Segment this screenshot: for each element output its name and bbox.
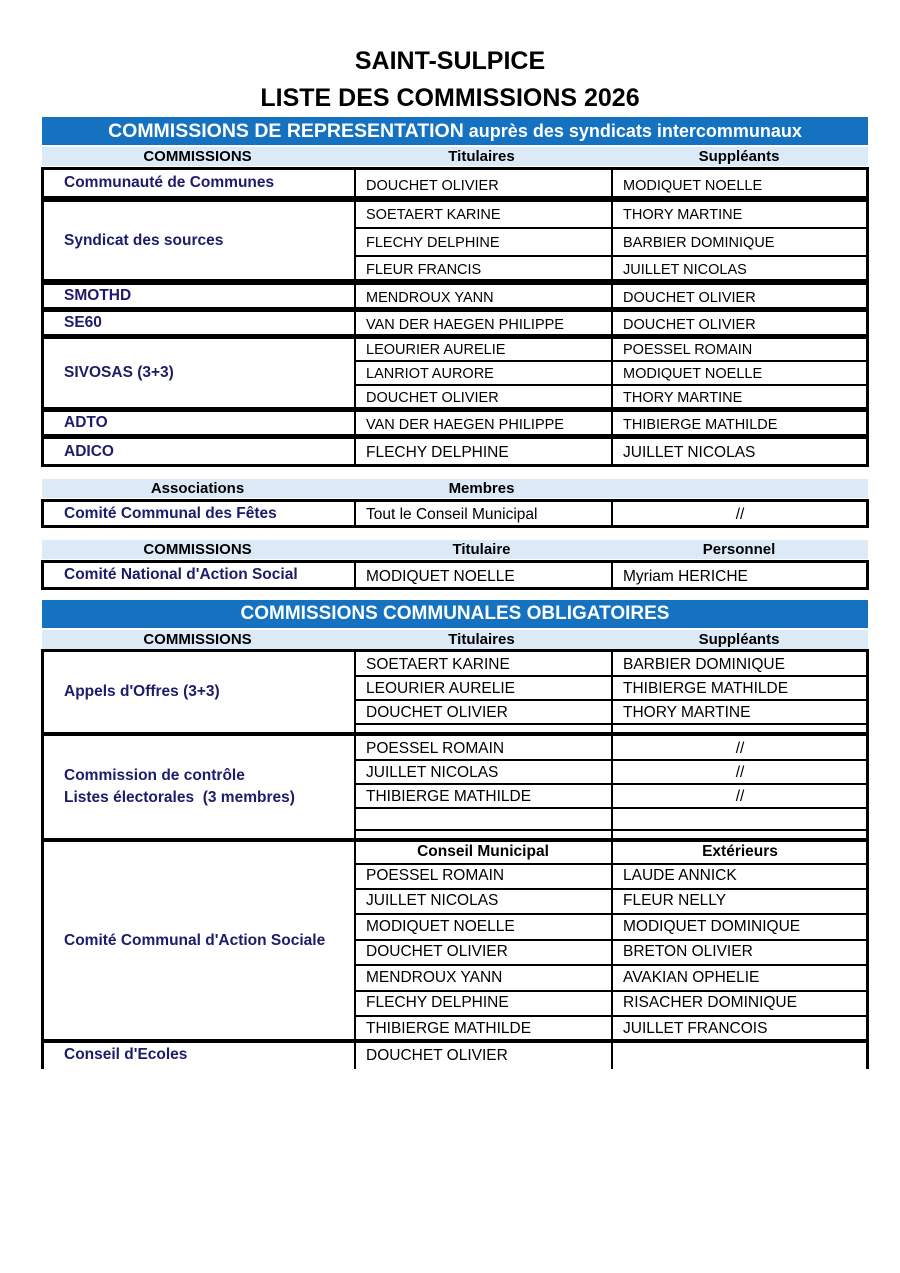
suppleant-cell: MODIQUET NOELLE	[623, 178, 763, 194]
commission-block	[41, 282, 869, 310]
titulaire-cell: MODIQUET NOELLE	[366, 568, 515, 585]
col-header-titulaires: Titulaires	[448, 148, 515, 165]
commission-block	[41, 309, 869, 337]
commission-name: Communauté de Communes	[64, 174, 275, 191]
titulaire-cell: THIBIERGE MATHILDE	[366, 788, 532, 805]
titulaire-cell: DOUCHET OLIVIER	[366, 1047, 508, 1064]
suppleant-cell: //	[735, 740, 745, 757]
commission-block	[41, 839, 869, 1042]
titulaire-cell: VAN DER HAEGEN PHILIPPE	[366, 417, 564, 433]
commission-block	[41, 409, 869, 437]
col-header-commissions: COMMISSIONS	[143, 148, 252, 165]
titulaire-cell: SOETAERT KARINE	[366, 207, 501, 223]
membres-extra-cell: //	[735, 506, 745, 523]
suppleant-cell: //	[735, 764, 745, 781]
conseil-cell: FLECHY DELPHINE	[366, 994, 509, 1011]
section-banner-obligatoires: COMMISSIONS COMMUNALES OBLIGATOIRES	[42, 600, 868, 628]
suppleant-cell: THORY MARTINE	[623, 207, 743, 223]
titulaire-cell: DOUCHET OLIVIER	[366, 178, 499, 194]
suppleant-cell: THORY MARTINE	[623, 390, 743, 406]
titulaire-cell: POESSEL ROMAIN	[366, 740, 505, 757]
column-header-row	[42, 147, 868, 166]
exterieur-cell: MODIQUET DOMINIQUE	[623, 918, 801, 935]
col-header-commissions: COMMISSIONS	[143, 541, 252, 558]
commission-name-line2: Listes électorales (3 membres)	[64, 789, 295, 806]
titulaire-cell: VAN DER HAEGEN PHILIPPE	[366, 317, 564, 333]
cnas-header-row	[42, 540, 868, 559]
commission-name: ADTO	[64, 414, 108, 431]
commission-name: Comité National d'Action Social	[64, 566, 298, 583]
col-header-titulaire: Titulaire	[452, 541, 511, 558]
conseil-cell: JUILLET NICOLAS	[366, 892, 499, 909]
col-header-suppleants: Suppléants	[698, 631, 780, 648]
exterieur-cell: JUILLET FRANCOIS	[623, 1020, 768, 1037]
col-header-membres: Membres	[448, 480, 515, 497]
col-header-associations: Associations	[150, 480, 245, 497]
suppleant-cell: THIBIERGE MATHILDE	[623, 680, 789, 697]
suppleant-cell: //	[735, 788, 745, 805]
suppleant-cell: BARBIER DOMINIQUE	[623, 656, 785, 673]
cnas-block	[41, 560, 869, 590]
banner-bold-text: COMMISSIONS DE REPRESENTATION	[108, 120, 464, 142]
suppleant-cell: DOUCHET OLIVIER	[623, 290, 756, 306]
conseil-cell: THIBIERGE MATHILDE	[366, 1020, 532, 1037]
commission-name: SIVOSAS (3+3)	[64, 364, 174, 381]
commission-name: Syndicat des sources	[64, 231, 224, 249]
suppleant-cell: DOUCHET OLIVIER	[623, 317, 756, 333]
commission-name: Comité Communal d'Action Sociale	[64, 931, 326, 949]
col-header-commissions: COMMISSIONS	[143, 631, 252, 648]
conseil-cell: POESSEL ROMAIN	[366, 867, 505, 884]
col-header-personnel: Personnel	[702, 541, 776, 558]
commission-name-line1: Commission de contrôle	[64, 767, 245, 784]
banner-rest-text: auprès des syndicats intercommunaux	[463, 121, 802, 141]
commission-name	[64, 736, 354, 838]
commission-block	[41, 649, 869, 735]
titulaire-cell: FLECHY DELPHINE	[366, 235, 500, 251]
titulaire-cell: DOUCHET OLIVIER	[366, 704, 508, 721]
titulaire-cell: MENDROUX YANN	[366, 290, 494, 306]
commission-block	[41, 733, 869, 841]
col-header-suppleants: Suppléants	[698, 148, 780, 165]
titulaire-cell: LEOURIER AURELIE	[366, 342, 506, 358]
conseil-cell: MENDROUX YANN	[366, 969, 503, 986]
suppleant-cell: THIBIERGE MATHILDE	[623, 417, 778, 433]
association-block	[41, 499, 869, 528]
suppleant-cell: JUILLET NICOLAS	[623, 262, 747, 278]
commission-block	[41, 1040, 869, 1069]
commission-name: Conseil d'Ecoles	[64, 1046, 188, 1063]
section-banner-representation	[42, 117, 868, 145]
association-name: Comité Communal des Fêtes	[64, 504, 277, 522]
titulaire-cell: SOETAERT KARINE	[366, 656, 510, 673]
suppleant-cell: MODIQUET NOELLE	[623, 366, 763, 382]
page-title-list: LISTE DES COMMISSIONS 2026	[260, 84, 640, 112]
titulaire-cell: FLEUR FRANCIS	[366, 262, 482, 278]
exterieur-cell: FLEUR NELLY	[623, 892, 727, 909]
commission-block	[41, 436, 869, 467]
suppleant-cell: THORY MARTINE	[623, 704, 751, 721]
sub-header-exterieurs: Extérieurs	[702, 843, 778, 860]
commission-name: SMOTHD	[64, 287, 132, 304]
suppleant-cell: POESSEL ROMAIN	[623, 342, 753, 358]
conseil-cell: DOUCHET OLIVIER	[366, 943, 508, 960]
exterieur-cell: RISACHER DOMINIQUE	[623, 994, 797, 1011]
exterieur-cell: BRETON OLIVIER	[623, 943, 753, 960]
titulaire-cell: LEOURIER AURELIE	[366, 680, 516, 697]
sub-header-conseil: Conseil Municipal	[417, 843, 549, 860]
commission-block	[41, 336, 869, 410]
col-header-titulaires: Titulaires	[448, 631, 515, 648]
personnel-cell: Myriam HERICHE	[623, 568, 748, 585]
column-header-row	[42, 630, 868, 649]
titulaire-cell: FLECHY DELPHINE	[366, 444, 509, 461]
conseil-cell: MODIQUET NOELLE	[366, 918, 515, 935]
exterieur-cell: AVAKIAN OPHELIE	[623, 969, 760, 986]
suppleant-cell: JUILLET NICOLAS	[623, 444, 756, 461]
commission-name: ADICO	[64, 442, 114, 460]
commission-block	[41, 167, 869, 199]
membres-cell: Tout le Conseil Municipal	[366, 506, 538, 523]
associations-header-row	[42, 479, 868, 498]
titulaire-cell: DOUCHET OLIVIER	[366, 390, 499, 406]
suppleant-cell: BARBIER DOMINIQUE	[623, 235, 775, 251]
page-title-town: SAINT-SULPICE	[354, 47, 546, 75]
commission-name: SE60	[64, 314, 102, 331]
exterieur-cell: LAUDE ANNICK	[623, 867, 737, 884]
commission-name: Appels d'Offres (3+3)	[64, 683, 220, 700]
titulaire-cell: LANRIOT AURORE	[366, 366, 494, 382]
commission-block	[41, 199, 869, 282]
titulaire-cell: JUILLET NICOLAS	[366, 764, 499, 781]
